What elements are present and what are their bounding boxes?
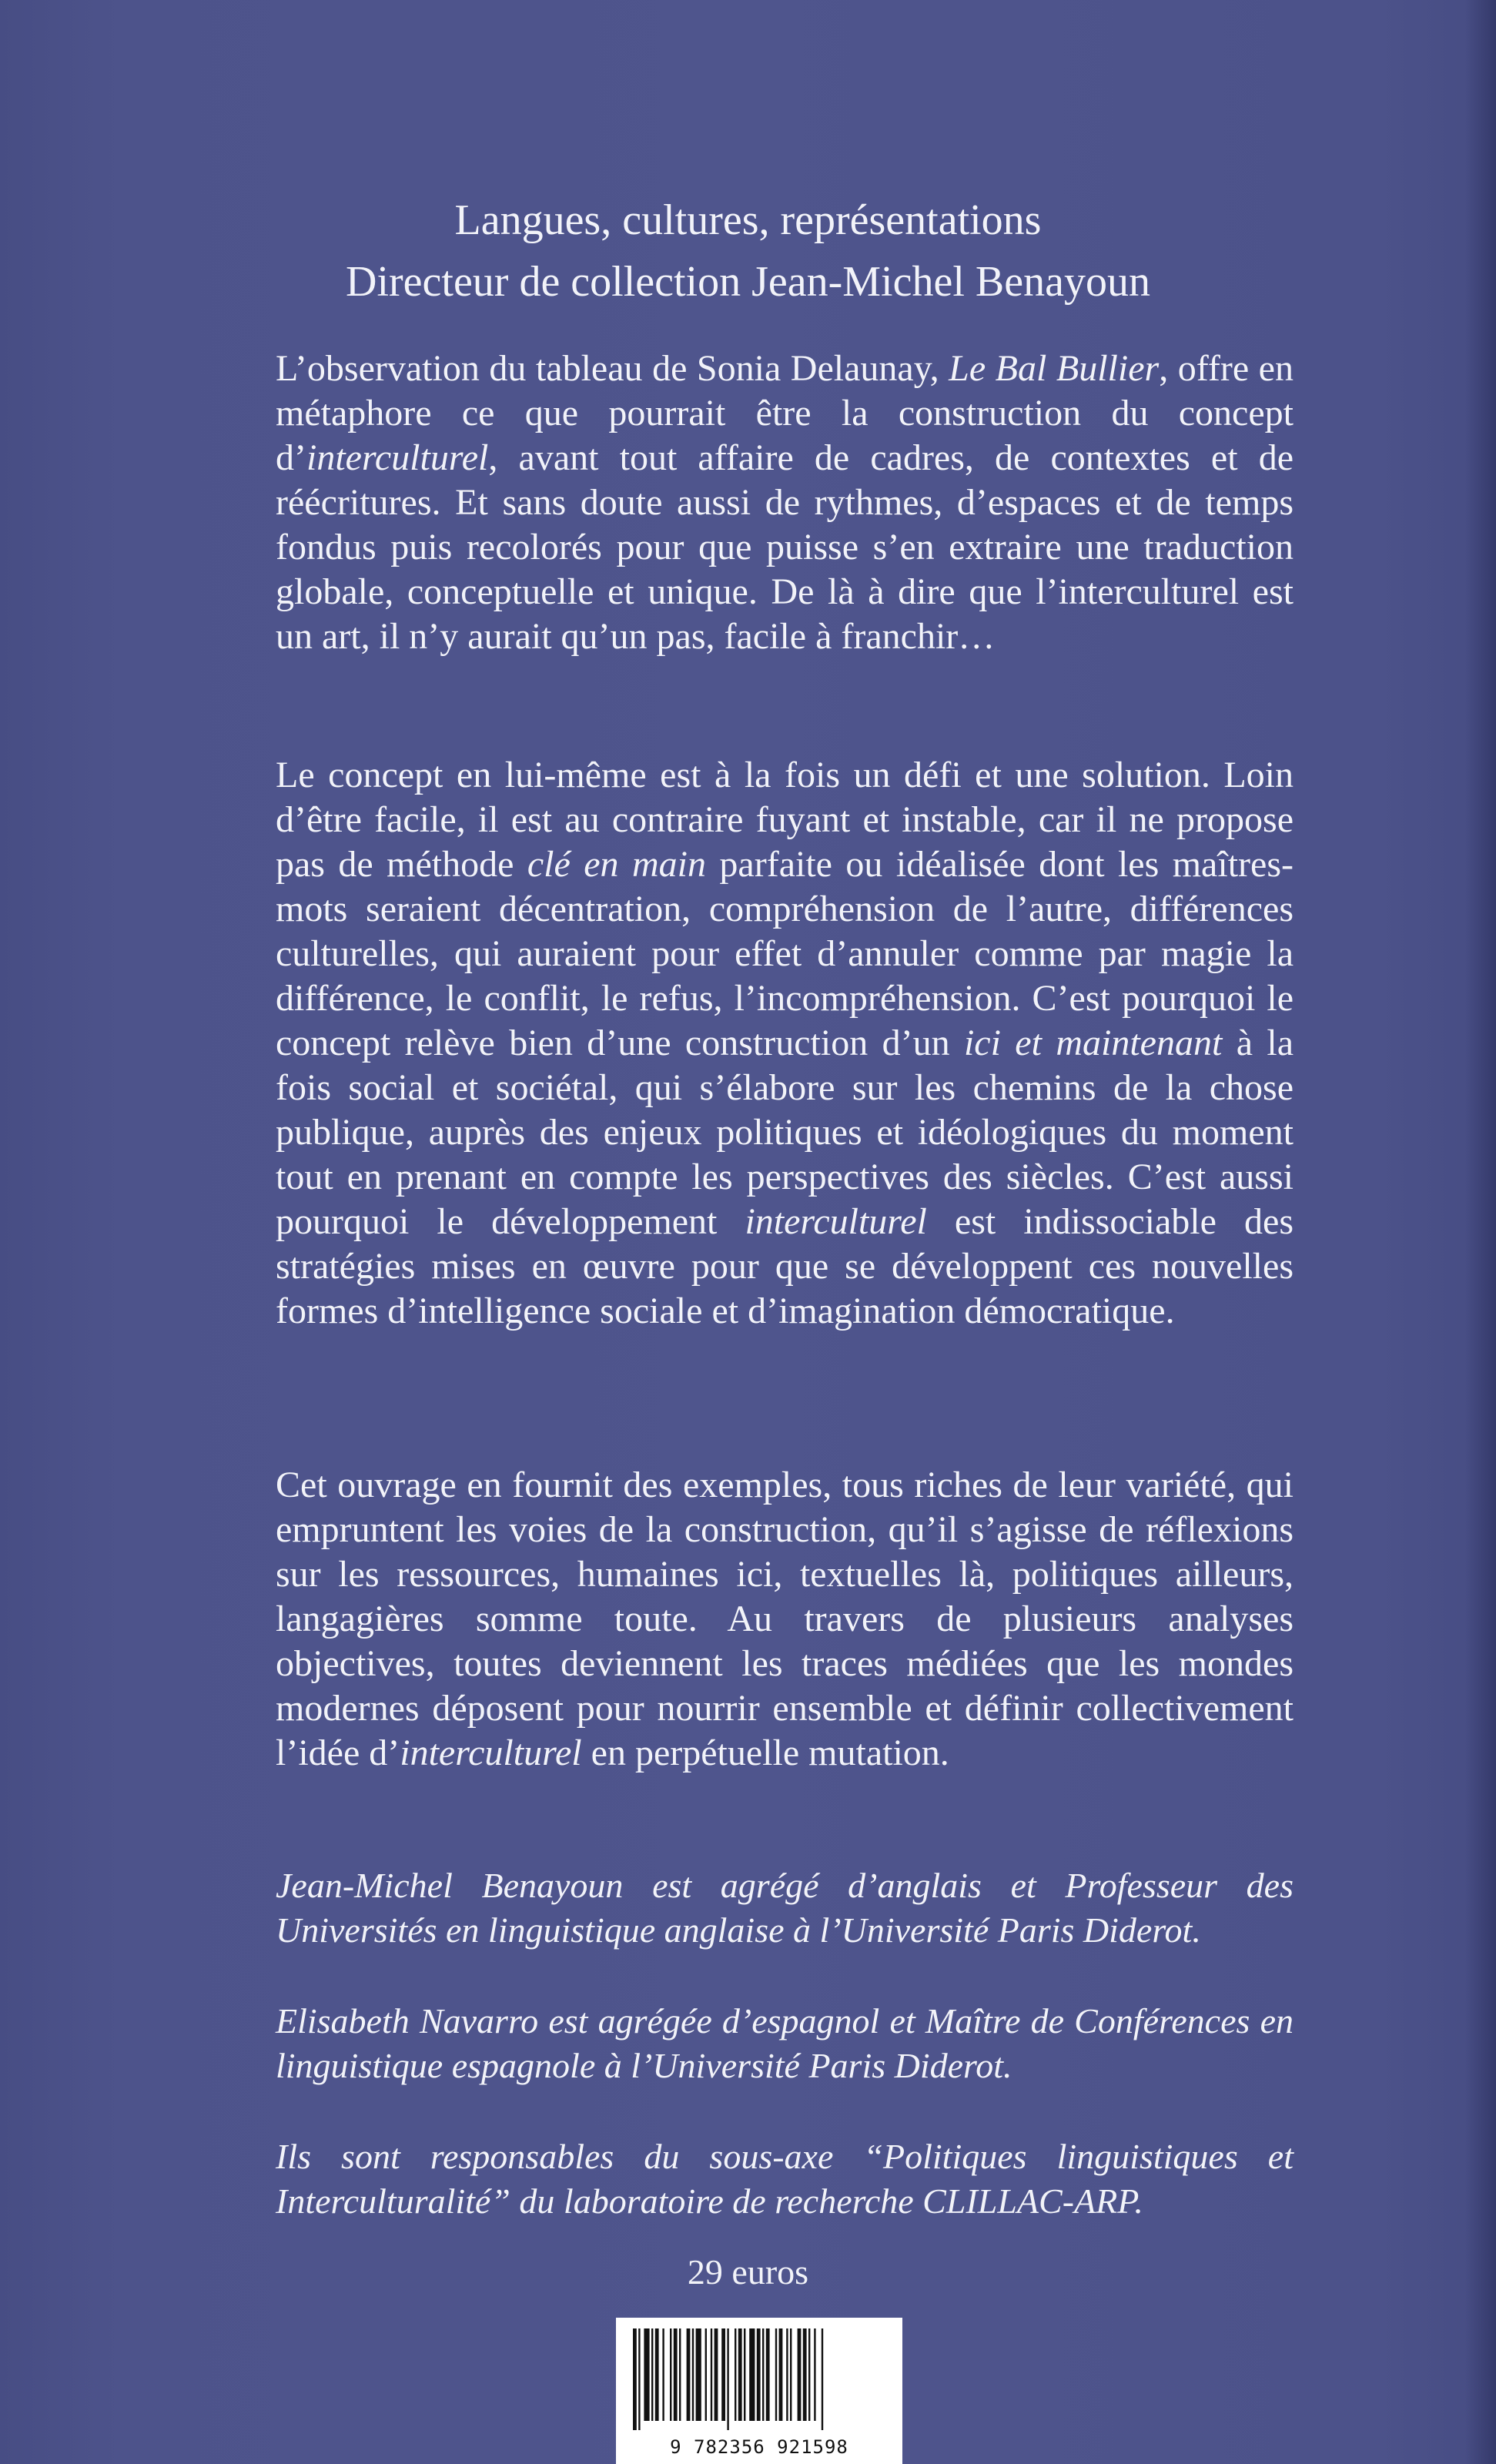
p3-text-2: en perpétuelle mutation. — [581, 1732, 949, 1773]
barcode-bar — [674, 2328, 678, 2421]
barcode-bar — [798, 2328, 802, 2421]
barcode-bars — [616, 2318, 902, 2433]
barcode-bar — [692, 2328, 694, 2421]
barcode-bar — [749, 2328, 755, 2421]
series-director: Directeur de collection Jean-Michel Benayoun — [346, 258, 1150, 306]
p3-emphasis-interculturel: interculturel — [400, 1732, 582, 1773]
barcode-bar — [814, 2328, 815, 2421]
barcode-bar — [822, 2328, 823, 2430]
p1-emphasis-interculturel: interculturel — [306, 437, 489, 478]
p1-text-1: L’observation du tableau de Sonia Delaunay, — [276, 348, 949, 389]
p2-text-1: Le concept en lui-même est à la fois un défi et une solution. Loin d’être facile, il est au contraire fuyant et instable, car il ne propose pas de méthode — [276, 755, 1294, 885]
p1-text-2: , offre en métaphore ce que pourrait être la construction du concept d’ — [276, 348, 1294, 478]
barcode-bar — [705, 2328, 707, 2421]
p2-emphasis-cle-en-main: clé en main — [527, 844, 706, 885]
p2-emphasis-ici-et-maintenant: ici et maintenant — [963, 1023, 1223, 1063]
barcode-bar — [644, 2328, 649, 2421]
barcode-bar — [670, 2328, 671, 2421]
barcode-bar — [655, 2328, 659, 2421]
cover-edge-shadow — [1465, 0, 1496, 2464]
p1-text-3: , avant tout affaire de cadres, de contextes et de réécritures. Et sans doute aussi de rythmes, d’espaces et de temps fondus puis recolorés pour que puisse s’en extraire une traduction globale, conceptuelle et unique. De là à dire que l’interculturel est un art, il n’y aurait qu’un pas, facile à franchir… — [276, 437, 1294, 657]
barcode-bar — [696, 2328, 701, 2421]
series-title: Langues, cultures, représentations — [454, 196, 1042, 244]
barcode-bar — [744, 2328, 745, 2421]
p2-text-4: est indissociable des stratégies mises en œuvre pour que se développent ces nouvelles formes d’intelligence sociale et d’imagination démocratique. — [276, 1201, 1294, 1331]
barcode-bar — [662, 2328, 664, 2421]
barcode-bar — [803, 2328, 807, 2421]
price-label: 29 euros — [687, 2252, 809, 2292]
p1-emphasis-painting: Le Bal Bullier — [949, 348, 1160, 389]
barcode-bar — [786, 2328, 788, 2421]
barcode-bar — [711, 2328, 712, 2421]
barcode-bar — [757, 2328, 761, 2421]
barcode-bar — [715, 2328, 718, 2421]
barcode-bar — [651, 2328, 653, 2421]
barcode-bar — [738, 2328, 742, 2421]
barcode-bar — [790, 2328, 792, 2421]
paragraph-2 — [276, 753, 1294, 1334]
collection-header — [0, 189, 1496, 313]
bio-navarro: Elisabeth Navarro est agrégée d’espagnol et Maître de Conférences en linguistique espagnole à l’Université Paris Diderot. — [276, 2001, 1294, 2085]
barcode-bar — [779, 2328, 783, 2421]
barcode-bar — [808, 2328, 810, 2421]
paragraph-1 — [276, 346, 1294, 659]
barcode-bar — [721, 2328, 725, 2421]
isbn-barcode — [616, 2318, 902, 2464]
barcode-bar — [687, 2328, 691, 2421]
p2-text-3: à la fois social et sociétal, qui s’élabore sur les chemins de la chose publique, auprès des enjeux politiques et idéologiques du moment tout en prenant en compte les perspectives des siècles. C’est aussi pourquoi le développement — [276, 1023, 1294, 1242]
barcode-bar — [762, 2328, 764, 2421]
bio-benayoun: Jean-Michel Benayoun est agrégé d’anglais et Professeur des Universités en linguistique anglaise à l’Université Paris Diderot. — [276, 1866, 1294, 1950]
p2-emphasis-interculturel: interculturel — [745, 1201, 927, 1242]
barcode-bar — [735, 2328, 736, 2421]
bio-responsables: Ils sont responsables du sous-axe “Politiques linguistiques et Interculturalité” du laboratoire de recherche CLILLAC-ARP. — [276, 2137, 1294, 2221]
paragraph-3 — [276, 1463, 1294, 1776]
barcode-digits: 9 782356 921598 — [670, 2436, 848, 2458]
barcode-bar — [727, 2328, 728, 2430]
p3-text-1: Cet ouvrage en fournit des exemples, tous riches de leur variété, qui empruntent les voies de la construction, qu’il s’agisse de réflexions sur les ressources, humaines ici, textuelles là, politiques ailleurs, langagières somme toute. Au travers de plusieurs analyses objectives, toutes deviennent les traces médiées que les mondes modernes déposent pour nourrir ensemble et définir collectivement l’idée d’ — [276, 1465, 1294, 1773]
barcode-bar — [638, 2328, 640, 2430]
barcode-bar — [775, 2328, 777, 2421]
barcode-bar — [679, 2328, 681, 2421]
barcode-bar — [766, 2328, 770, 2421]
p2-text-2: parfaite ou idéalisée dont les maîtres-mots seraient décentration, compréhension de l’autre, différences culturelles, qui auraient pour effet d’annuler comme par magie la différence, le conflit, le refus, l’incompréhension. C’est pourquoi le concept relève bien d’une construction d’un — [276, 844, 1294, 1063]
barcode-bar — [633, 2328, 637, 2430]
